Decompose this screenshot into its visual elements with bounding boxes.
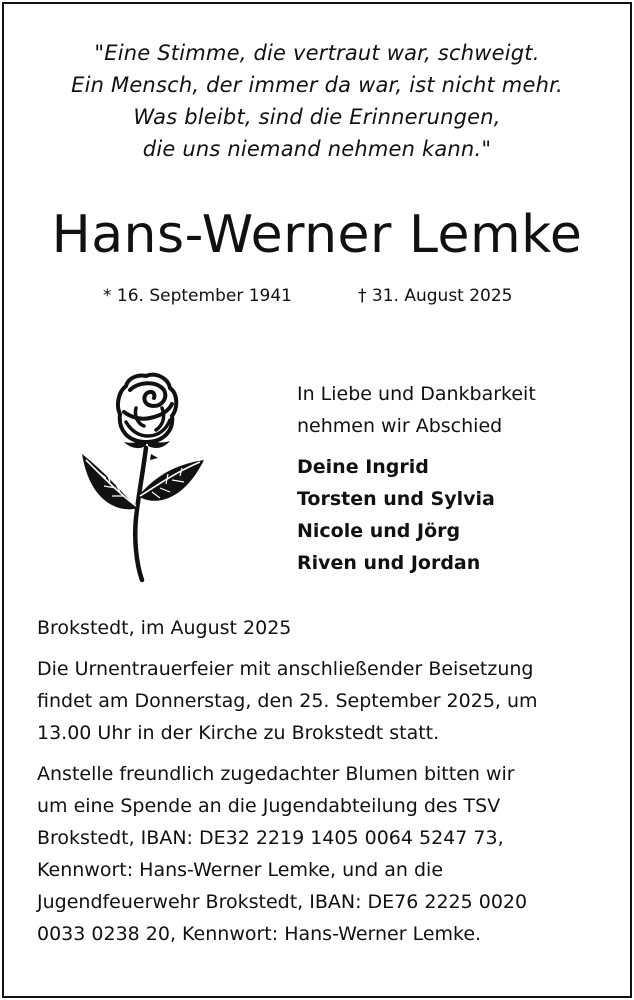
birth-date: * 16. September 1941 xyxy=(103,286,292,306)
quote-line: die uns niemand nehmen kann." xyxy=(142,137,492,161)
donation-info xyxy=(37,758,612,950)
mourner-name: Deine Ingrid xyxy=(297,456,429,478)
rose-icon xyxy=(76,368,208,586)
donation-line: Kennwort: Hans-Werner Lemke, und an die xyxy=(37,859,444,881)
service-line: Die Urnentrauerfeier mit anschließender Beisetzung xyxy=(37,658,534,680)
memorial-quote xyxy=(0,37,634,165)
mourner-name: Torsten und Sylvia xyxy=(297,488,495,510)
intro-line: nehmen wir Abschied xyxy=(297,415,503,437)
mourner-name: Nicole und Jörg xyxy=(297,520,461,542)
quote-line: Was bleibt, sind die Erinnerungen, xyxy=(133,105,501,129)
donation-line: Brokstedt, IBAN: DE32 2219 1405 0064 5247 73, xyxy=(37,827,504,849)
farewell-intro xyxy=(297,378,536,442)
quote-line: "Eine Stimme, die vertraut war, schweigt. xyxy=(94,41,540,65)
deceased-name: Hans-Werner Lemke xyxy=(51,205,583,265)
quote-line: Ein Mensch, der immer da war, ist nicht mehr. xyxy=(71,73,563,97)
donation-line: um eine Spende an die Jugendabteilung des TSV xyxy=(37,795,501,817)
intro-line: In Liebe und Dankbarkeit xyxy=(297,383,536,405)
donation-line: 0033 0238 20, Kennwort: Hans-Werner Lemke. xyxy=(37,923,482,945)
family-block xyxy=(297,378,536,579)
donation-line: Jugendfeuerwehr Brokstedt, IBAN: DE76 2225 0020 xyxy=(37,891,528,913)
service-line: 13.00 Uhr in der Kirche zu Brokstedt statt. xyxy=(37,722,440,744)
death-date: † 31. August 2025 xyxy=(358,286,513,306)
mourner-name: Riven und Jordan xyxy=(297,552,481,574)
notice-body xyxy=(37,612,612,950)
service-line: findet am Donnerstag, den 25. September 2025, um xyxy=(37,690,538,712)
mourners-list xyxy=(297,451,536,579)
service-info xyxy=(37,653,612,749)
place-date: Brokstedt, im August 2025 xyxy=(37,617,292,639)
donation-line: Anstelle freundlich zugedachter Blumen bitten wir xyxy=(37,763,515,785)
